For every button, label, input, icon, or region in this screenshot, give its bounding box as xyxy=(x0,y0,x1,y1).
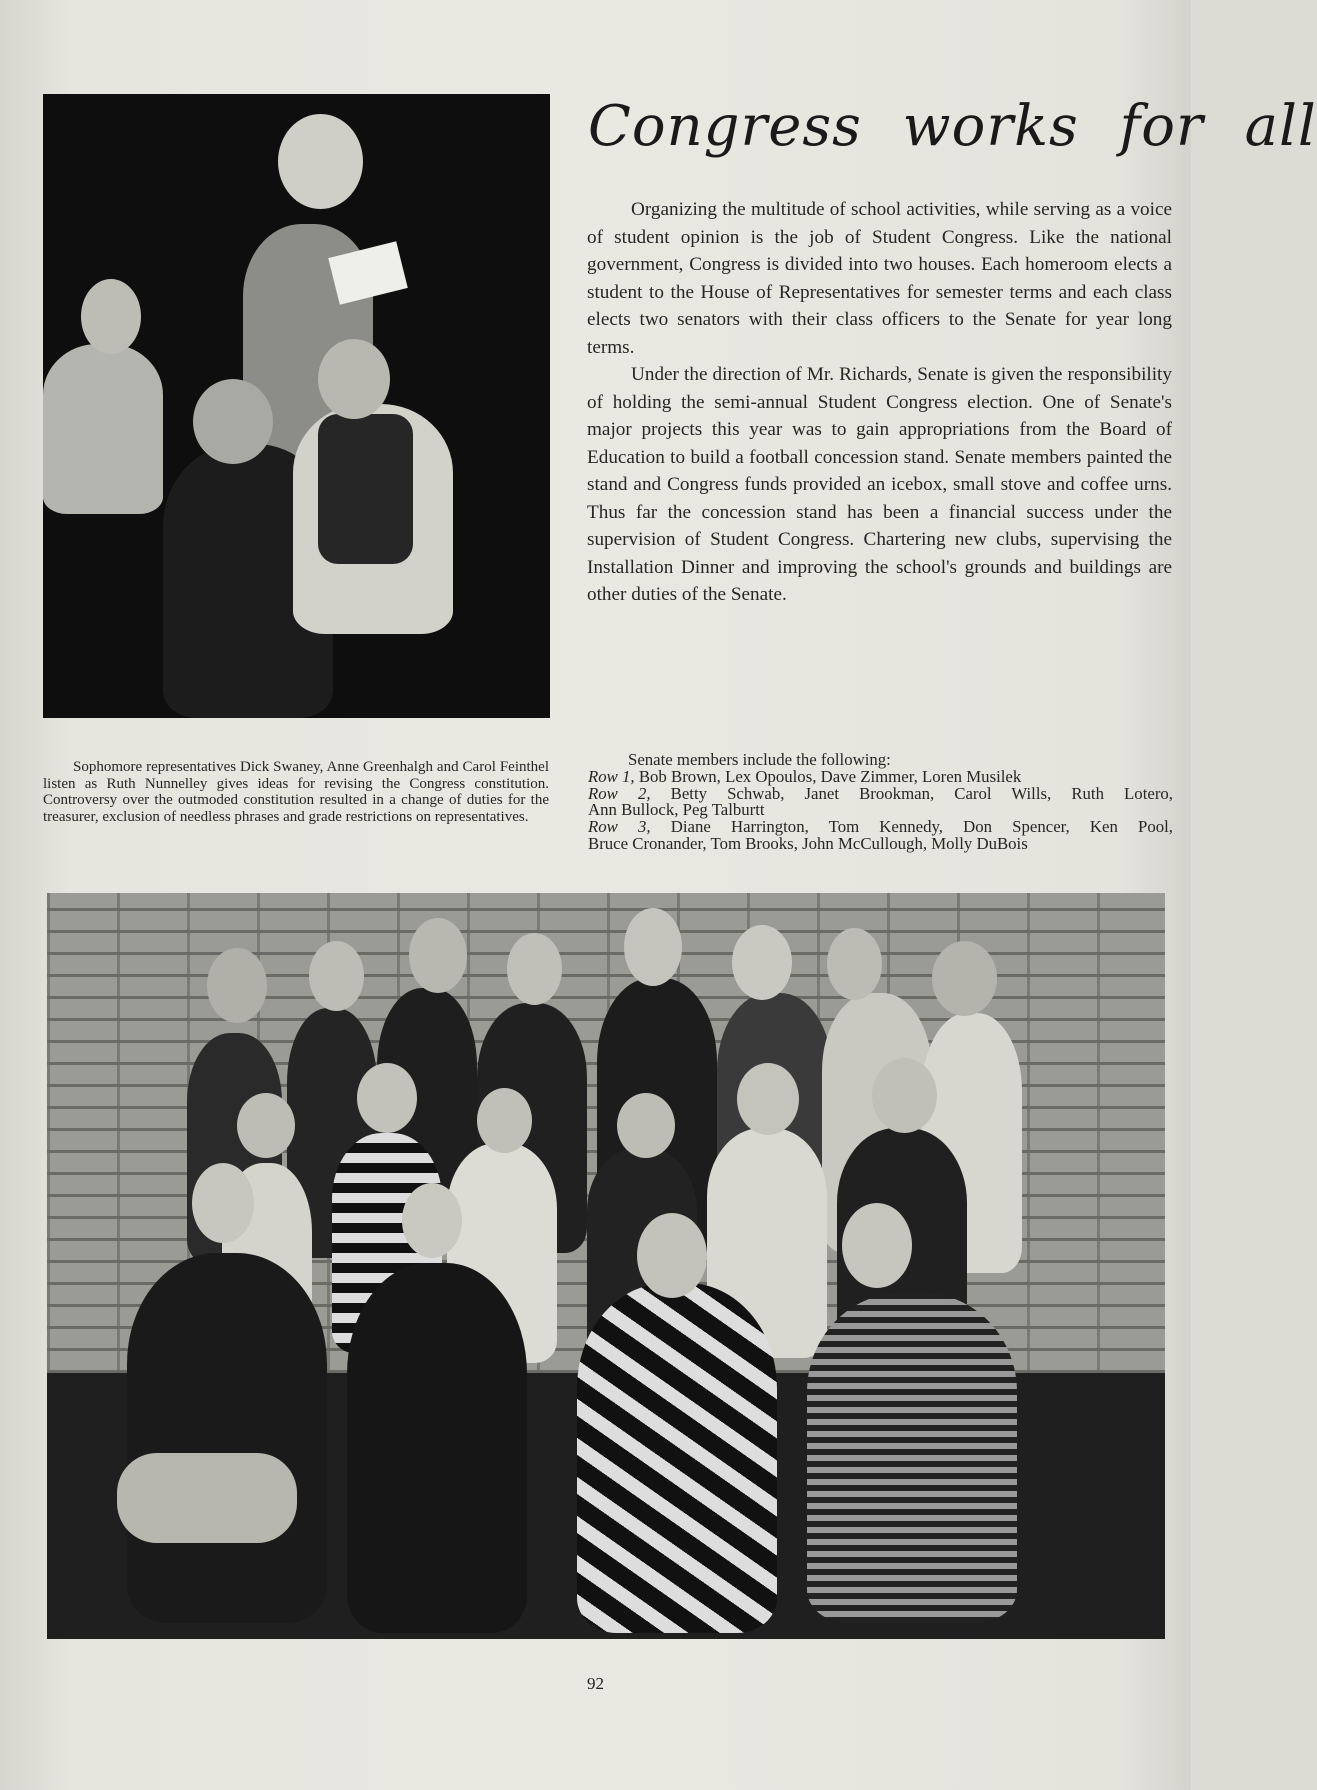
row-label: Row 1, xyxy=(588,766,635,786)
senate-members-caption xyxy=(588,752,1173,853)
row-names: Diane Harrington, Tom Kennedy, Don Spencer, Ken Pool, xyxy=(670,817,1173,837)
row-names: Bob Brown, Lex Opoulos, Dave Zimmer, Loren Musilek xyxy=(638,766,1022,786)
row-label: Row 2, xyxy=(588,783,651,803)
row-names: Betty Schwab, Janet Brookman, Carol Wills, Ruth Lotero, xyxy=(670,783,1173,803)
caption-row-3-cont: Bruce Cronander, Tom Brooks, John McCullough, Molly DuBois xyxy=(588,833,1028,853)
sophomore-representatives-photo xyxy=(43,94,550,718)
caption-text: Sophomore representatives Dick Swaney, Anne Greenhalgh and Carol Feinthel listen as Ruth Nunnelley gives ideas for revising the Congress constitution. Controversy over the outmoded constitution resulted in a change of duties for the treasurer, exclusion of needless phrases and grade restrictions on representatives. xyxy=(43,759,549,825)
body-paragraph-2: Under the direction of Mr. Richards, Senate is given the responsibility of holding the semi-annual Student Congress election. One of Senate's major projects this year was to gain appropriations from the Board of Education to build a football concession stand. Senate members painted the stand and Congress funds provided an icebox, small stove and coffee urns. Thus far the concession stand has been a financial success under the supervision of Student Congress. Chartering new clubs, supervising the Installation Dinner and improving the school's grounds and buildings are other duties of the Senate. xyxy=(587,364,1172,605)
caption-intro: Senate members include the following: xyxy=(628,750,891,769)
article-body xyxy=(587,196,1172,609)
top-photo-caption xyxy=(43,759,549,825)
page-number: 92 xyxy=(587,1674,604,1693)
body-paragraph-1: Organizing the multitude of school activities, while serving as a voice of student opinion is the job of Student Congress. Like the national government, Congress is divided into two houses. Each homeroom elects a student to the House of Representatives for semester terms and each class elects two senators with their class officers to the Senate for year long terms. xyxy=(587,199,1172,358)
caption-row-2-cont: Ann Bullock, Peg Talburtt xyxy=(588,800,765,820)
row-label: Row 3, xyxy=(588,817,651,837)
page-headline: Congress works for all xyxy=(588,94,1317,159)
senate-group-photo xyxy=(47,893,1165,1639)
